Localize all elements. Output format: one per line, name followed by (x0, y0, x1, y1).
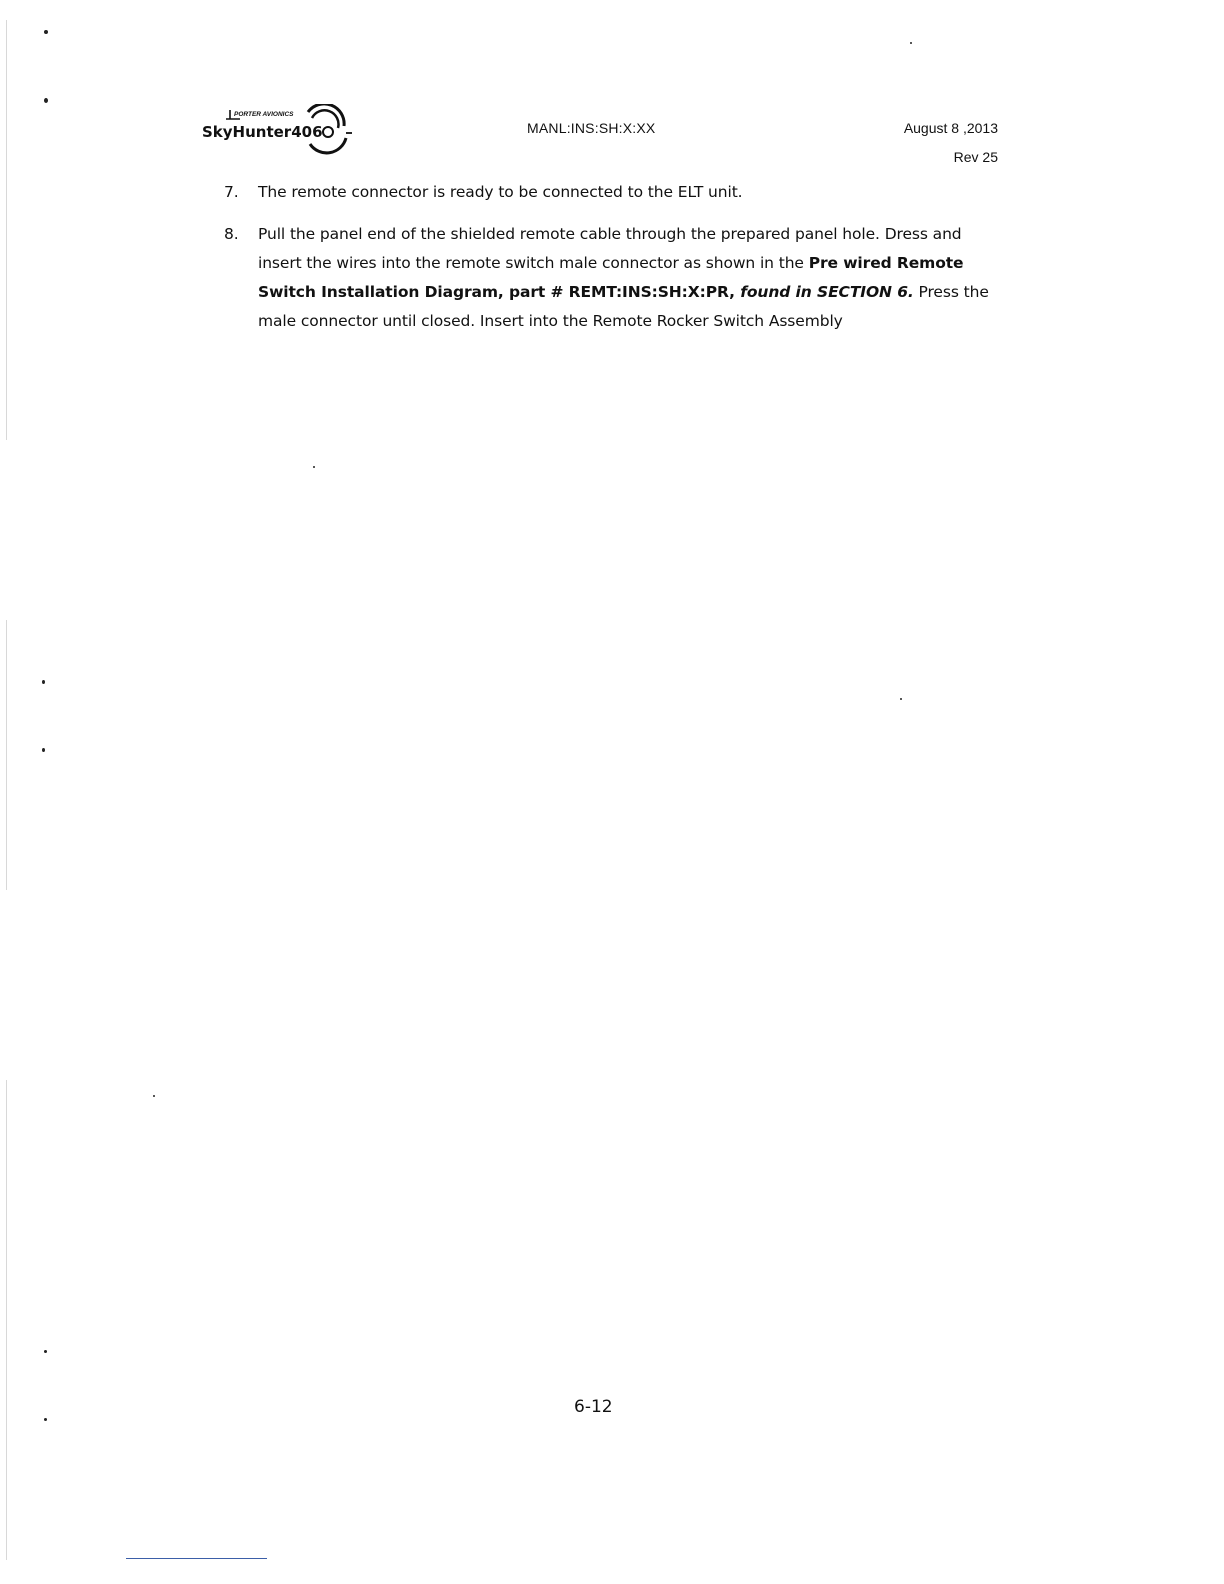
scan-speck (900, 698, 902, 700)
scan-speck (313, 466, 315, 468)
footnote-divider (126, 1558, 267, 1559)
scan-speck (153, 1095, 155, 1097)
scan-speck (42, 748, 45, 752)
document-date: August 8 ,2013 (903, 120, 998, 136)
document-code: MANL:INS:SH:X:XX (527, 120, 656, 136)
scan-speck (910, 42, 912, 44)
skyhunter-logo (200, 104, 360, 158)
list-item (224, 178, 1004, 207)
list-item (224, 220, 1004, 336)
scan-speck (44, 98, 48, 103)
step-text-plain: Press the male connector until closed. Insert into the Remote Rocker Switch Assembly (258, 283, 989, 330)
scan-speck (44, 30, 48, 34)
step-text (258, 220, 1004, 336)
scan-speck (44, 1350, 47, 1353)
svg-text:SkyHunter406: SkyHunter406 (202, 123, 323, 141)
svg-text:PORTER AVIONICS: PORTER AVIONICS (234, 111, 294, 118)
section-reference: found in SECTION 6. (734, 283, 914, 301)
step-text: The remote connector is ready to be connected to the ELT unit. (258, 183, 743, 201)
diagram-reference: Pre wired Remote Switch Installation Diagram, part # REMT:INS:SH:X:PR, (258, 254, 964, 301)
instruction-steps (224, 178, 1004, 349)
step-number: 7. (224, 183, 239, 201)
scan-speck (42, 680, 45, 684)
step-text-plain: Pull the panel end of the shielded remote cable through the prepared panel hole. Dress and insert the wires into the remote switch male connector as shown in the (258, 225, 962, 272)
step-number: 8. (224, 225, 239, 243)
scan-margin-line (6, 20, 7, 440)
scan-margin-line (6, 620, 7, 890)
scan-speck (44, 1418, 47, 1421)
page-number: 6-12 (574, 1397, 613, 1417)
document-revision: Rev 25 (953, 149, 998, 165)
scan-margin-line (6, 1080, 7, 1560)
